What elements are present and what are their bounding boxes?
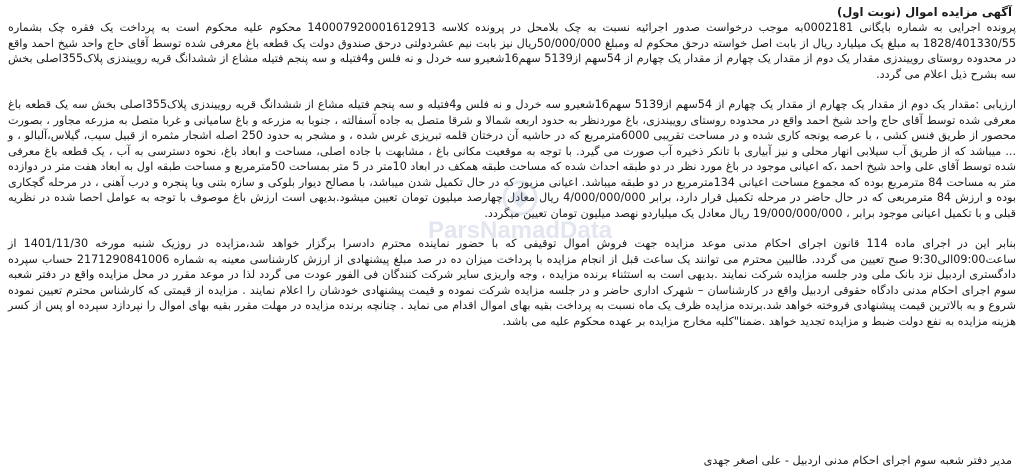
signature-line: مدیر دفتر شعبه سوم اجرای احکام مدنی اردبیل - علی اصغر جهدی (703, 454, 1012, 467)
paragraph-appraisal: ارزیابی :مقدار یک دوم از مقدار یک چهارم از مقدار یک چهارم از 54سهم از5139 سهم16شعیرو سه خردل و نه فلس و4فتیله و سه پنجم فتیله مشاع از ششدانگ قریه روییندزی پلاک355اصلی بخش سه یک قطعه باغ معرفی شده توسط آقای حاج واحد شیخ احمد واقع در محدوده روستای روییندزی، باغ موردنظر به حدود اربعه شمالا و شرقا متصل به جاده آسفالته ، جنوبا به مزرعه و باغ سامیانی و غربا متصل به مزرعه مجاور ، بصورت محصور از طریق فنس کشی ، با عرصه یونجه کاری شده و در مساحت تقریبی 6000مترمربع که در حاشیه آن درختان قلمه تبریزی غرس شده ، و مشجر به حدود 250 اصله اشجار مثمره از قبیل سیب، گیلاس،آلبالو ، و ... میباشد که از طریق آب سیلابی انهار محلی و نیز آبیاری با تانکر ذخیره آب صورت می گیرد. با توجه به موقعیت مکانی باغ ، مشابهت با جاده اصلی، مساحت و ابعاد باغ، نحوه دسترسی به آب ، یک قطعه باغ معرفی شده توسط آقای علی واحد شیخ احمد ،که اعیانی موجود در باغ مورد نظر در دو طبقه احداث شده که مساحت طبقه همکف در ابعاد 10متر در 5 متر بمساحت 50مترمربع و مساحت طبقه اول به ابعاد هفت متر در دوازده متر به مساحت 84 مترمربع بوده که مجموع مساحت اعیانی 134مترمربع در دو طبقه میباشد. اعیانی مزبور که در حال تکمیل شدن میباشد، با مصالح دیوار بلوکی و سازه بتنی ویا پنجره و درب آهنی ، در مرحله گچکاری بوده و ارزش 84 مترمربعی که در حال حاضر در مرحله تکمیل قرار دارد، برابر 4/000/000/000 ریال معادل چهارصد میلیون تومان تعیین میشود.بدیهی است ارزش باغ موصوف با توجه به عوامل احصا شده در نظریه قبلی و با تکمیل اعیانی موجود برابر ، 19/000/000/000 ریال معادل یک میلیاردو نهصد میلیون تومان تعیین میگردد. (8, 98, 1016, 220)
paragraph-gap (8, 82, 1016, 97)
notice-title: آگهی مزایده اموال (نوبت اول) (836, 5, 1012, 19)
paragraph-auction-terms: بنابر این در اجرای ماده 114 قانون اجرای احکام مدنی موعد مزایده جهت فروش اموال توقیفی که با حضور نماینده محترم دادسرا برگزار خواهد شد،مزایده در روزیک شنبه مورخه 1401/11/30 از ساعت09:00الی9:30 صبح تعیین می گردد. طالبین محترم می توانند یک ساعت قبل از انجام مزایده با پرداخت میزان ده در صد مبلغ پیشنهادی از ارزش کارشناسی معینه به شماره 2171290841006 حساب سپرده دادگستری اردبیل نزد بانک ملی ودر جلسه مزایده شرکت نمایند .بدیهی است به استثناء برنده مزایده ، وجه واریزی سایر شرکت کنندگان فی الفور عودت می گردد لذا در موعد مقرر در محل مزایده واقع در دفتر شعبه سوم اجرای احکام مدنی دادگاه حقوقی اردبیل واقع در کارشناسان – شهرک اداری حاضر و در جلسه مزایده شرکت نموده و قیمت پیشنهادی خودشان را اعلام نمایند . مزایده از قیمتی که کارشناس محترم تعیین نموده شروع و به بالاترین قیمت پیشنهادی فروخته خواهد شد.برنده مزایده ظرف یک ماه نسبت به پرداخت بقیه بهای اموال اقدام می نماید . چنانچه برنده مزایده در مهلت مقرر بقیه بهای اموال را نپردازد سپرده او پس از کسر هزینه مزایده به نفع دولت ضبط و مزایده تجدید خواهد .ضمنا"کلیه مخارج مزایده بر عهده محکوم علیه می باشد. (8, 237, 1016, 328)
watermark-text: ParsNamadData (427, 217, 613, 244)
paragraph-case-description: پرونده اجرایی به شماره بایگانی 0002181به موجب درخواست صدور اجرائیه نسبت به چک بلامحل در پرونده کلاسه 140007920001612913 محکوم علیه محکوم است به پرداخت یک فقره چک بشماره 1828/401330/55 به مبلغ یک میلیارد ریال از بابت اصل خواسته درحق محکوم له ومبلغ 50/000/000ریال نیز بابت نیم عشردولتی درحق صندوق دولت یک قطعه باغ معرفی شده توسط آقای حاج واحد شیخ احمد واقع در محدوده روستای روییندزی مقدار یک دوم از مقدار یک چهارم از مقدار یک چهارم از 54سهم از5139 سهم16شعیرو سه خردل و نه فلس و4فتیله و سه پنجم فتیله مشاع از ششدانگ قریه روییندزی پلاک355اصلی بخش سه بشرح ذیل اعلام می گردد. (8, 21, 1016, 81)
paragraph-gap (8, 221, 1016, 236)
